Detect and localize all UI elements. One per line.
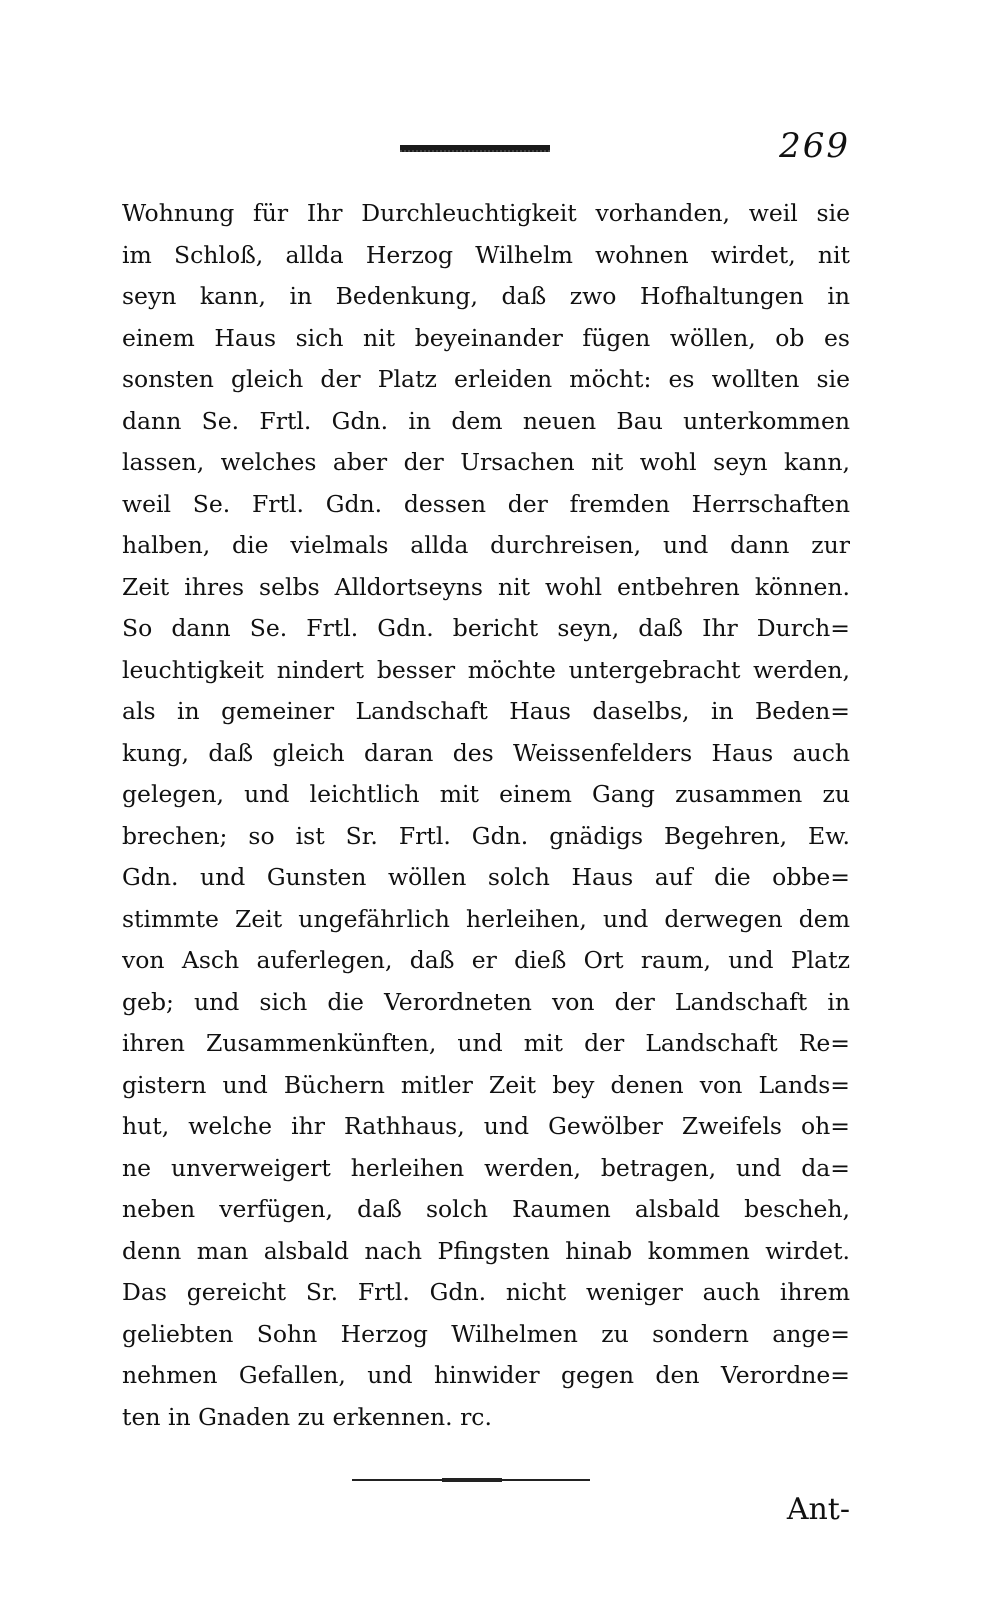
text-line: weil Se. Frtl. Gdn. dessen der fremden Herrschaften <box>122 489 850 518</box>
text-line: lassen, welches aber der Ursachen nit wohl seyn kann, <box>122 448 850 476</box>
text-line: hut, welche ihr Rathhaus, und Gewölber Zweifels oh= <box>122 1112 850 1140</box>
text-line: ten in Gnaden zu erkennen. rc. <box>122 1402 492 1431</box>
text-line: nehmen Gefallen, und hinwider gegen den Verordne= <box>122 1361 850 1389</box>
footer-ornament-rule <box>352 1479 590 1481</box>
text-line: neben verfügen, daß solch Raumen alsbald bescheh, <box>122 1195 850 1223</box>
text-line: leuchtigkeit nindert besser möchte untergebracht werden, <box>122 655 850 684</box>
text-line: geb; und sich die Verordneten von der Landschaft in <box>122 987 850 1016</box>
text-line: seyn kann, in Bedenkung, daß zwo Hofhaltungen in <box>122 282 850 310</box>
text-line: ihren Zusammenkünften, und mit der Landschaft Re= <box>122 1029 850 1057</box>
text-line: dann Se. Frtl. Gdn. in dem neuen Bau unterkommen <box>122 406 850 435</box>
body-text <box>122 193 850 1438</box>
catchword: Ant‑ <box>786 1492 850 1527</box>
text-line: im Schloß, allda Herzog Wilhelm wohnen wirdet, nit <box>122 240 850 269</box>
text-line: sonsten gleich der Platz erleiden möcht: es wollten sie <box>122 365 850 393</box>
text-line: ne unverweigert herleihen werden, betragen, und da= <box>122 1153 850 1182</box>
text-line: Zeit ihres selbs Alldortseyns nit wohl entbehren können. <box>122 572 850 601</box>
text-line: denn man alsbald nach Pfingsten hinab kommen wirdet. <box>122 1236 850 1265</box>
text-line: halben, die vielmals allda durchreisen, und dann zur <box>122 531 850 559</box>
page-number: 269 <box>779 126 850 166</box>
text-line: brechen; so ist Sr. Frtl. Gdn. gnädigs Begehren, Ew. <box>122 821 850 850</box>
text-line: Wohnung für Ihr Durchleuchtigkeit vorhanden, weil sie <box>122 199 850 227</box>
text-line: kung, daß gleich daran des Weissenfelders Haus auch <box>122 738 850 767</box>
text-line: gelegen, und leichtlich mit einem Gang zusammen zu <box>122 780 850 808</box>
text-line: von Asch auferlegen, daß er dieß Ort raum, und Platz <box>122 946 850 974</box>
text-line: als in gemeiner Landschaft Haus daselbs, in Beden= <box>122 697 850 725</box>
header-ornament-rule <box>400 145 550 152</box>
text-line: stimmte Zeit ungefährlich herleihen, und derwegen dem <box>122 904 850 933</box>
text-line: So dann Se. Frtl. Gdn. bericht seyn, daß Ihr Durch= <box>122 614 850 642</box>
text-line: einem Haus sich nit beyeinander fügen wöllen, ob es <box>122 323 850 352</box>
text-line: geliebten Sohn Herzog Wilhelmen zu sondern ange= <box>122 1319 850 1348</box>
text-line: Das gereicht Sr. Frtl. Gdn. nicht weniger auch ihrem <box>122 1278 850 1306</box>
text-line: gistern und Büchern mitler Zeit bey denen von Lands= <box>122 1070 850 1099</box>
text-line: Gdn. und Gunsten wöllen solch Haus auf die obbe= <box>122 863 850 891</box>
